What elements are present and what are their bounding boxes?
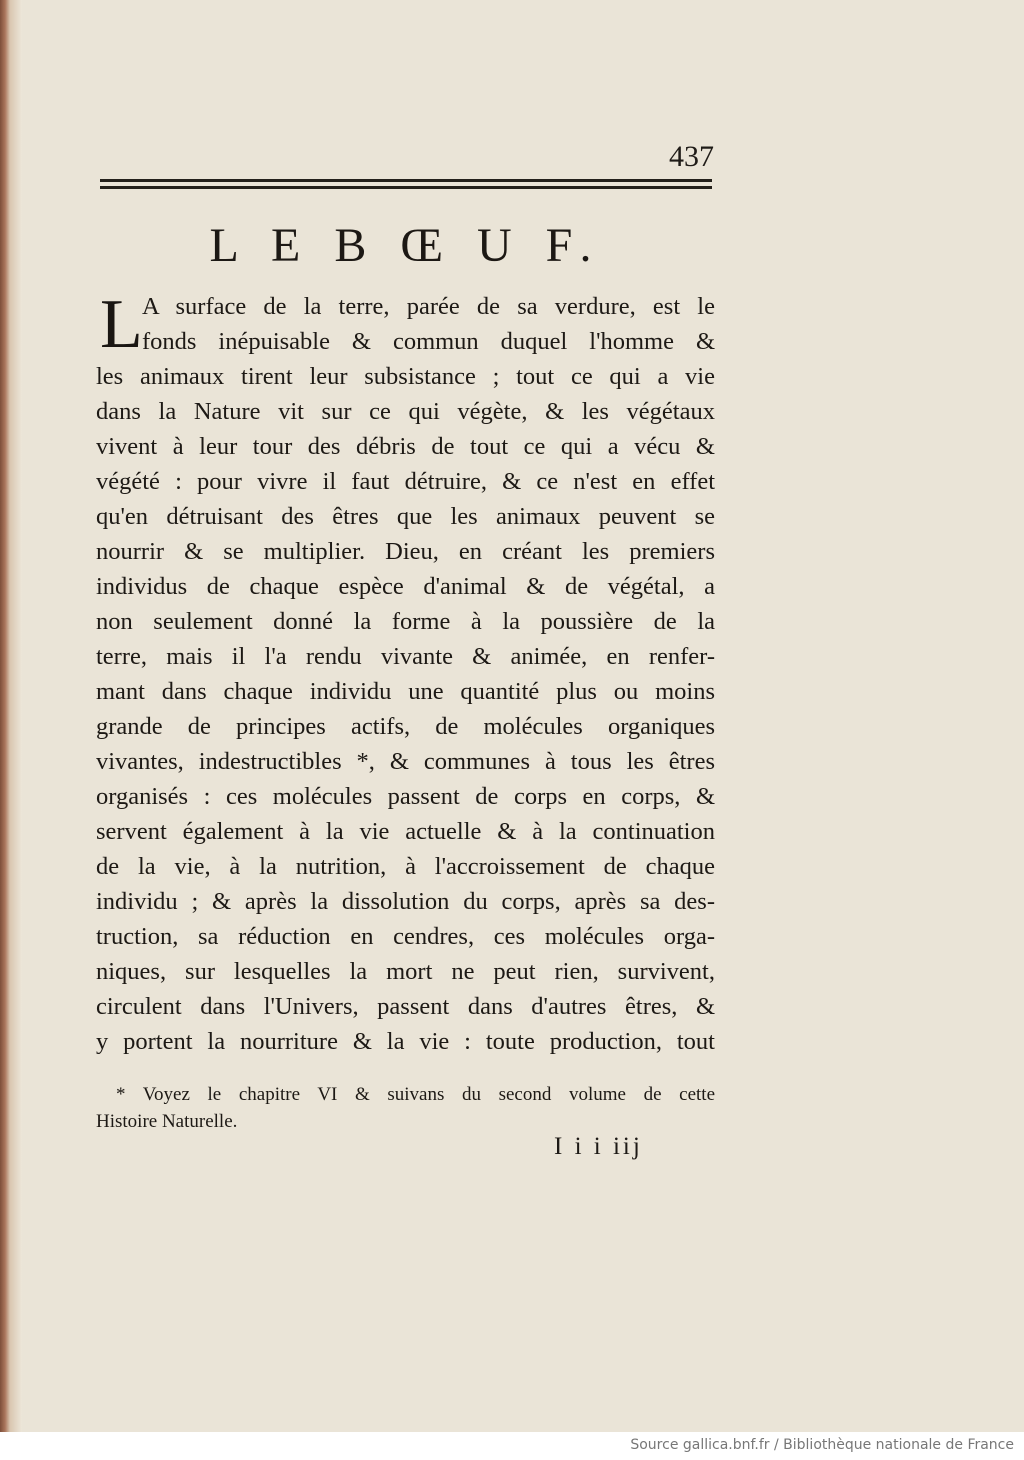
text-line: circulent dans l'Univers, passent dans d'autres êtres, &	[96, 993, 715, 1020]
text-line: niques, sur lesquelles la mort ne peut rien, survivent,	[96, 958, 715, 985]
text-line: y portent la nourriture & la vie : toute production, tout	[96, 1028, 715, 1055]
footnote-line: * Voyez le chapitre VI & suivans du second volume de cette	[116, 1084, 715, 1105]
text-line: nourrir & se multiplier. Dieu, en créant les premiers	[96, 538, 715, 565]
book-binding-edge	[0, 0, 22, 1432]
text-line: végété : pour vivre il faut détruire, & ce n'est en effet	[96, 468, 715, 495]
text-line: terre, mais il l'a rendu vivante & animée, en renfer-	[96, 643, 715, 670]
text-line: grande de principes actifs, de molécules organiques	[96, 713, 715, 740]
source-bar	[0, 1432, 1024, 1460]
text-line: non seulement donné la forme à la poussière de la	[96, 608, 715, 635]
double-rule-divider	[100, 178, 712, 192]
text-line: servent également à la vie actuelle & à la continuation	[96, 818, 715, 845]
chapter-title: L E B Œ U F.	[209, 219, 603, 272]
drop-cap: L	[100, 286, 143, 363]
page-number: 437	[669, 140, 714, 173]
text-line: organisés : ces molécules passent de corps en corps, &	[96, 783, 715, 810]
source-credit: Source gallica.bnf.fr / Bibliothèque nationale de France	[630, 1437, 1014, 1453]
text-line: A surface de la terre, parée de sa verdure, est le	[142, 293, 715, 320]
text-line: truction, sa réduction en cendres, ces molécules orga-	[96, 923, 715, 950]
text-line: qu'en détruisant des êtres que les animaux peuvent se	[96, 503, 715, 530]
text-line: les animaux tirent leur subsistance ; tout ce qui a vie	[96, 363, 715, 390]
text-line: dans la Nature vit sur ce qui végète, & les végétaux	[96, 398, 715, 425]
text-line: de la vie, à la nutrition, à l'accroissement de chaque	[96, 853, 715, 880]
text-line: individus de chaque espèce d'animal & de végétal, a	[96, 573, 715, 600]
text-line: individu ; & après la dissolution du corps, après sa des-	[96, 888, 715, 915]
text-line: vivantes, indestructibles *, & communes à tous les êtres	[96, 748, 715, 775]
footnote-line: Histoire Naturelle.	[96, 1111, 238, 1132]
text-line: vivent à leur tour des débris de tout ce qui a vécu &	[96, 433, 715, 460]
text-line: mant dans chaque individu une quantité plus ou moins	[96, 678, 715, 705]
signature-mark: I i i iij	[554, 1133, 643, 1160]
text-line: fonds inépuisable & commun duquel l'homme &	[142, 328, 715, 355]
